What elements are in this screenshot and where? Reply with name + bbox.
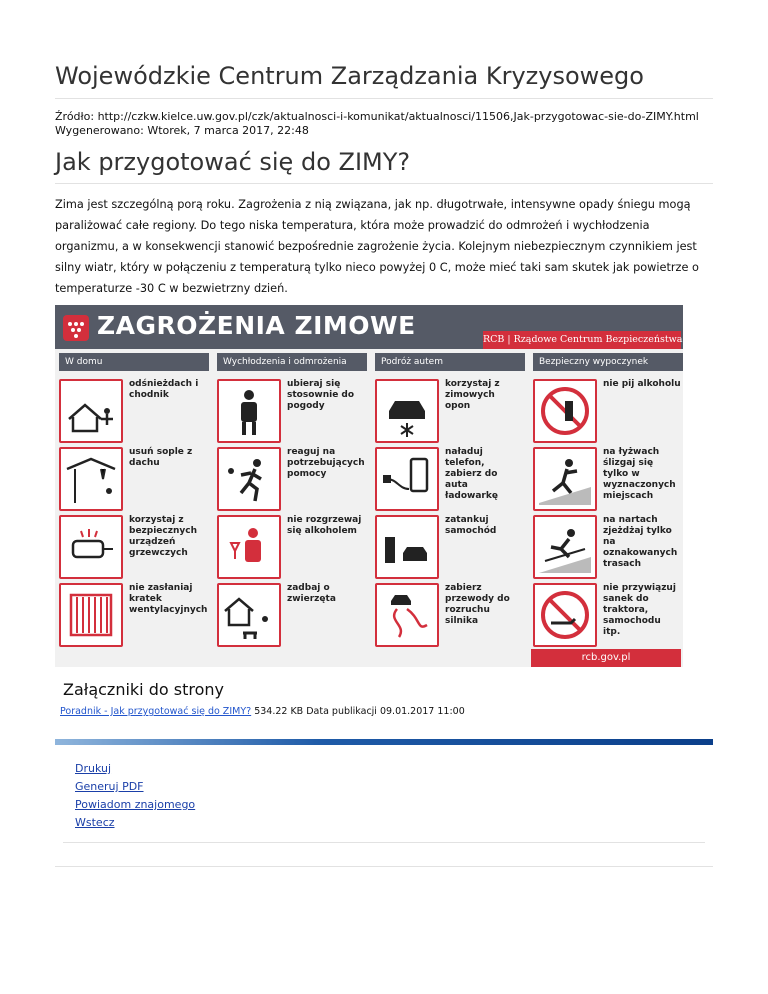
hazard-text: ubieraj się stosownie do pogody (287, 379, 355, 411)
column-heading: Podróż autem (375, 353, 525, 371)
infographic-title: ZAGROŻENIA ZIMOWE (97, 311, 416, 340)
hazard-text: odśnieżdach i chodnik (129, 379, 199, 400)
infographic-header (55, 305, 683, 349)
doghouse-icon (217, 583, 281, 647)
divider (63, 842, 705, 843)
blue-separator-bar (55, 739, 713, 745)
phone-charger-icon (375, 447, 439, 511)
hazard-text: nie pij alkoholu (603, 379, 681, 389)
jumper-cables-icon (375, 583, 439, 647)
column-heading: W domu (59, 353, 209, 371)
hazard-text: korzystaj z zimowych opon (445, 379, 500, 411)
hazard-text: reaguj na potrzebujących pomocy (287, 447, 365, 479)
no-sled-towing-icon (533, 583, 597, 647)
hazard-text: na łyżwach ślizgaj się tylko w wyznaczonych miejscach (603, 447, 676, 501)
hazard-text: usuń sople z dachu (129, 447, 193, 468)
attachment-link[interactable]: Poradnik - Jak przygotować się do ZIMY? (60, 706, 252, 717)
hazard-item (213, 579, 364, 643)
hazard-item (529, 443, 680, 507)
action-links (75, 760, 195, 832)
rcb-logo-icon (63, 315, 89, 341)
notify-friend-link[interactable]: Powiadom znajomego (75, 798, 196, 811)
alcohol-person-icon (217, 515, 281, 579)
article-intro: Zima jest szczególną porą roku. Zagrożenia z nią związana, jak np. długotrwałe, intensywne opady śniegu mogą paraliżować całe regiony. Do tego niska temperatura, która może prowadzić do odmrożeń i wychłodzenia organizmu, a w konsekwencji stanowić bezpośrednie zagrożenie życia. Kolejnym niebezpiecznym czynnikiem jest silny wiatr, który w połączeniu z temperaturą tylko nieco powyżej 0 C, może mieć taki sam skutek jak powietrze o temperaturze -30 C w bezwietrzny dzień. (55, 198, 699, 295)
hazard-item (55, 375, 206, 439)
hazard-text: korzystaj z bezpiecznych urządzeń grzewczych (129, 515, 198, 558)
divider (55, 98, 713, 99)
hazard-text: naładuj telefon, zabierz do auta ładowarkę (445, 447, 498, 501)
no-alcohol-icon (533, 379, 597, 443)
hazard-text: na nartach zjeżdżaj tylko na oznakowanych trasach (603, 515, 678, 569)
divider (55, 866, 713, 867)
heater-icon (59, 515, 123, 579)
back-link[interactable]: Wstecz (75, 816, 115, 829)
fuel-pump-car-icon (375, 515, 439, 579)
hazard-text: zabierz przewody do rozruchu silnika (445, 583, 510, 626)
icicle-icon (59, 447, 123, 511)
vent-grille-icon (59, 583, 123, 647)
generate-pdf-link[interactable]: Generuj PDF (75, 780, 144, 793)
ice-skater-icon (533, 447, 597, 511)
attachment-details: 534.22 KB Data publikacji 09.01.2017 11:00 (251, 706, 465, 717)
house-snow-icon (59, 379, 123, 443)
hazard-text: zadbaj o zwierzęta (287, 583, 336, 604)
car-snowflake-icon (375, 379, 439, 443)
column-heading: Bezpieczny wypoczynek (533, 353, 683, 371)
hazard-text: zatankuj samochód (445, 515, 497, 536)
divider (55, 183, 713, 184)
hazard-item (529, 375, 680, 439)
rcb-website-label: rcb.gov.pl (531, 649, 681, 667)
hazard-item (55, 443, 206, 507)
hazard-item (213, 511, 364, 575)
generated-date: Wygenerowano: Wtorek, 7 marca 2017, 22:48 (55, 124, 309, 137)
attachment-row (60, 706, 465, 717)
document-meta (55, 110, 699, 138)
hazard-text: nie przywiązuj sanek do traktora, samochodu itp. (603, 583, 676, 637)
winter-hazards-infographic (55, 305, 683, 667)
hazard-item (371, 443, 522, 507)
hazard-item (371, 375, 522, 439)
hazard-item (529, 511, 680, 575)
running-person-icon (217, 447, 281, 511)
hazard-item (213, 375, 364, 439)
hazard-item (371, 579, 522, 643)
site-title: Wojewódzkie Centrum Zarządzania Kryzysowego (55, 62, 644, 90)
hazard-item (213, 443, 364, 507)
hazard-item (55, 511, 206, 575)
attachments-heading: Załączniki do strony (63, 680, 224, 699)
hazard-text: nie rozgrzewaj się alkoholem (287, 515, 362, 536)
column-heading: Wychłodzenia i odmrożenia (217, 353, 367, 371)
hazard-item (55, 579, 206, 643)
hazard-item (371, 511, 522, 575)
source-url: Źródło: http://czkw.kielce.uw.gov.pl/czk/aktualnosci-i-komunikat/aktualnosci/11506,Jak-przygotowac-sie-do-ZIMY.html (55, 110, 699, 123)
hazard-item (529, 579, 680, 643)
article-title: Jak przygotować się do ZIMY? (55, 148, 411, 176)
print-link[interactable]: Drukuj (75, 762, 112, 775)
dressed-person-icon (217, 379, 281, 443)
hazard-text: nie zasłaniaj kratek wentylacyjnych (129, 583, 208, 615)
rcb-label: RCB | Rządowe Centrum Bezpieczeństwa (483, 331, 681, 349)
skier-icon (533, 515, 597, 579)
